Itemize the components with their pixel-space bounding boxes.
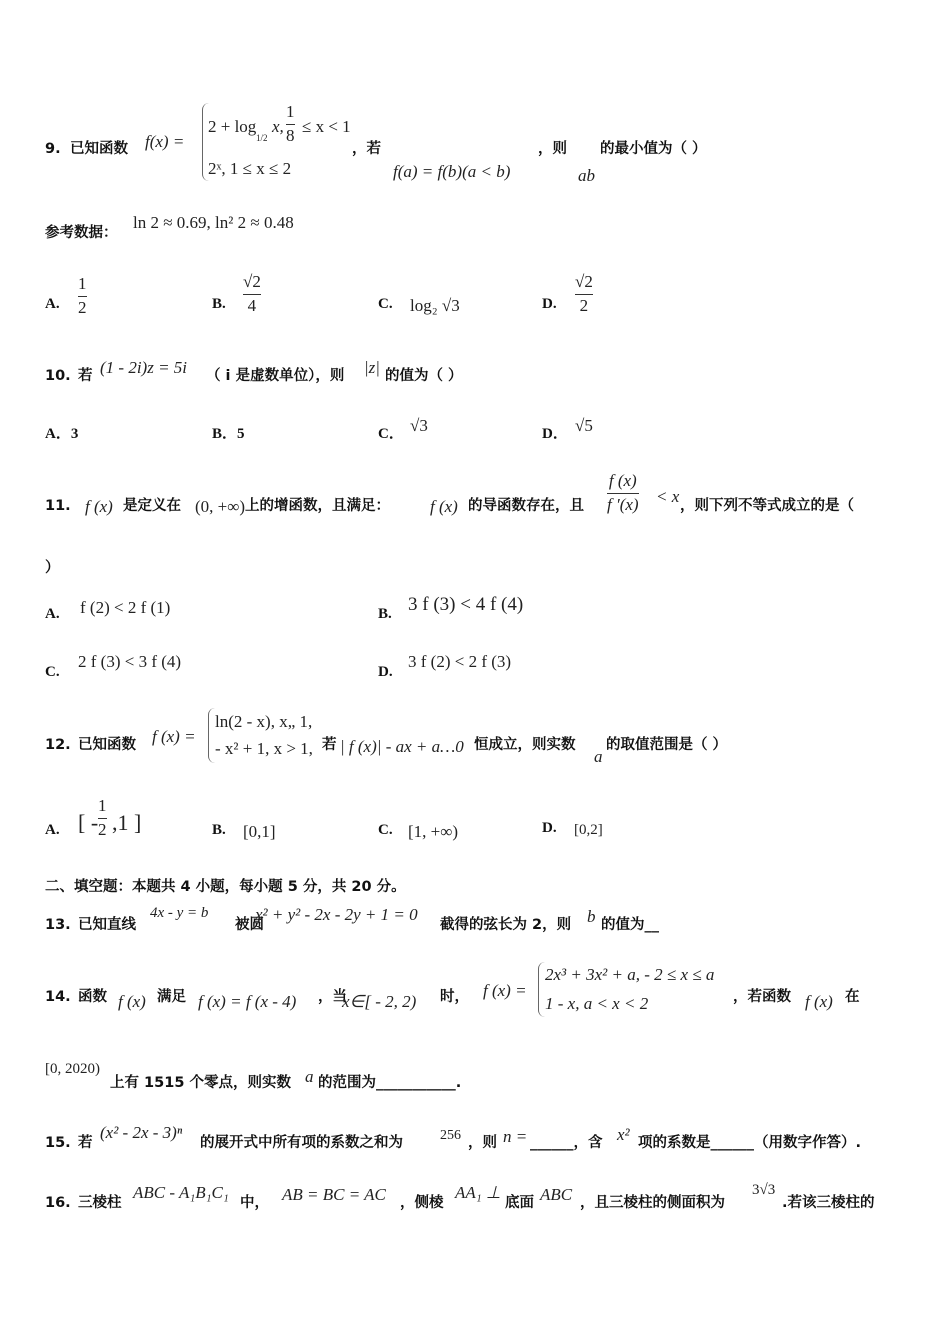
q9-option-d-value: [575, 273, 593, 315]
q12-a: a: [594, 747, 603, 766]
q14-equation: f (x) = f (x - 4): [198, 992, 297, 1011]
denominator: 8: [286, 125, 295, 145]
numerator: √2: [575, 272, 593, 291]
q12-intro: 已知函数: [78, 737, 136, 753]
q10-equation: (1 - 2i)z = 5i: [100, 358, 188, 377]
q11-text1: 是定义在: [123, 498, 181, 514]
q14-number: 14.: [45, 989, 71, 1005]
q9-log-base: 1/2: [256, 133, 268, 143]
denominator: 2: [579, 295, 589, 315]
numerator: 1: [78, 274, 87, 293]
q9-ruo: ，若: [352, 141, 381, 157]
q11-option-b[interactable]: B.: [378, 606, 392, 622]
q14-brace: [538, 962, 545, 1017]
q14-fx: f (x): [118, 992, 146, 1011]
q10-abs-z: |z|: [364, 358, 380, 377]
q9-option-d[interactable]: D.: [542, 296, 557, 312]
q14-fx2: f (x) =: [483, 981, 527, 1000]
q9-case1-cond: ≤ x < 1: [302, 117, 351, 136]
q9-ref-label: 参考数据：: [45, 225, 118, 241]
q9-case1-x: x,: [272, 117, 284, 136]
q15-text2: ，则: [468, 1135, 497, 1151]
q16-equation: AB = BC = AC: [282, 1185, 386, 1204]
denominator: 2: [78, 297, 87, 317]
q9-option-b-value: [243, 273, 261, 315]
q9-number: 9.: [45, 141, 61, 157]
q16-number: 16.: [45, 1195, 71, 1211]
q11-text2: 上的增函数，且满足：: [245, 498, 390, 514]
q10-number: 10.: [45, 368, 71, 384]
q14-text4: ，若函数: [733, 989, 791, 1005]
q9-tail: 的最小值为（ ）: [600, 141, 707, 157]
q12-case1: ln(2 - x), x„ 1,: [215, 712, 313, 731]
q11-text4: ，则下列不等式成立的是（: [680, 498, 854, 514]
q14-text5: 在: [845, 989, 860, 1005]
q15-sum: 256: [440, 1128, 461, 1143]
q16-intro: 三棱柱: [78, 1195, 122, 1211]
q11-interval: (0, +∞): [195, 497, 246, 516]
q14-interval: [0, 2020): [45, 1061, 100, 1077]
q13-text2: 截得的弦长为 2，则: [440, 917, 572, 933]
q12-option-a[interactable]: A.: [45, 822, 60, 838]
q9-ab: ab: [578, 166, 595, 185]
denominator: 4: [247, 295, 257, 315]
q11-fx: f (x): [85, 497, 113, 516]
q10-option-b[interactable]: B．5: [212, 426, 245, 442]
q13-tail: 的值为__: [601, 917, 659, 933]
q14-text1: 满足: [157, 989, 186, 1005]
q11-option-a-value: f (2) < 2 f (1): [80, 598, 171, 617]
q10-option-c[interactable]: C．: [378, 426, 404, 442]
q11-number: 11.: [45, 498, 71, 514]
q12-option-d-value: [0,2]: [574, 822, 603, 838]
q12-option-a-fraction: [98, 797, 107, 839]
q11-option-a[interactable]: A.: [45, 606, 60, 622]
q10-paren: （ i 是虚数单位），则: [206, 368, 345, 384]
q13-line: 4x - y = b: [150, 905, 209, 921]
q9-option-a[interactable]: A.: [45, 296, 60, 312]
q14-fx3: f (x): [805, 992, 833, 1011]
q14-tail: 的范围为___________.: [318, 1075, 462, 1091]
q11-fx2: f (x): [430, 497, 458, 516]
q14-a: a: [305, 1067, 314, 1086]
q15-expression: (x² - 2x - 3)ⁿ: [100, 1123, 183, 1142]
q12-text1: 恒成立，则实数: [474, 737, 576, 753]
q13-intro: 已知直线: [78, 917, 136, 933]
q11-text3: 的导函数存在，且: [468, 498, 584, 514]
q12-option-a-pre: [ -: [78, 810, 99, 835]
q9-fraction: [286, 103, 295, 145]
q14-text3: 时，: [440, 989, 469, 1005]
q11-option-d[interactable]: D.: [378, 664, 393, 680]
q11-option-c[interactable]: C.: [45, 664, 60, 680]
q10-option-a[interactable]: A．3: [45, 426, 79, 442]
q16-prism: ABC - A₁B₁C₁: [133, 1183, 229, 1202]
q9-condition: f(a) = f(b)(a < b): [393, 162, 511, 181]
q11-fraction: [607, 472, 639, 514]
q11-option-c-value: 2 f (3) < 3 f (4): [78, 652, 182, 671]
q9-option-c-value: log₂ √3: [410, 296, 460, 315]
q16-text2: ，侧棱: [400, 1195, 444, 1211]
q12-option-a-post: ,1 ]: [112, 810, 142, 835]
q13-text1: 被圆: [235, 917, 264, 933]
q13-number: 13.: [45, 917, 71, 933]
q9-option-a-value: [78, 275, 87, 317]
q12-number: 12.: [45, 737, 71, 753]
numerator: √2: [243, 272, 261, 291]
q9-option-b[interactable]: B.: [212, 296, 226, 312]
q10-tail: 的值为（ ）: [385, 368, 463, 384]
numerator: 1: [286, 102, 295, 121]
q15-text1: 的展开式中所有项的系数之和为: [200, 1135, 403, 1151]
q11-close: ）: [45, 560, 60, 576]
q16-text4: ，且三棱柱的侧面积为: [580, 1195, 725, 1211]
q16-text3: 底面: [505, 1195, 534, 1211]
q13-circle: x² + y² - 2x - 2y + 1 = 0: [255, 905, 418, 924]
q12-option-c[interactable]: C.: [378, 822, 393, 838]
numerator: f (x): [608, 471, 637, 490]
q11-lt-x: < x: [656, 487, 680, 506]
denominator: 2: [98, 819, 107, 839]
q14-domain: x∈[ - 2, 2): [342, 992, 417, 1011]
q15-n-equals: n =: [503, 1127, 528, 1146]
numerator: 1: [98, 796, 107, 815]
q9-ze: ，则: [538, 141, 567, 157]
q16-text1: 中，: [240, 1195, 269, 1211]
denominator: f ′(x): [607, 494, 639, 514]
q9-case1: 2 + log: [208, 117, 257, 136]
q12-option-c-value: [1, +∞): [408, 822, 459, 841]
q14-case1: 2x³ + 3x² + a, - 2 ≤ x ≤ a: [545, 965, 715, 984]
q14-text2: ，当: [318, 989, 347, 1005]
q9-case2: 2ˣ, 1 ≤ x ≤ 2: [208, 159, 292, 178]
q12-option-d[interactable]: D.: [542, 820, 557, 836]
q9-intro: 已知函数: [70, 141, 128, 157]
q12-option-b[interactable]: B.: [212, 822, 226, 838]
q15-x2: x²: [617, 1125, 630, 1144]
q12-ruo: 若: [322, 737, 337, 753]
q15-tail: 项的系数是______（用数字作答）.: [638, 1135, 862, 1151]
q12-brace: [208, 708, 215, 763]
q15-text3: ______，含: [530, 1135, 603, 1151]
q9-fx: f(x) =: [145, 132, 185, 151]
q10-option-c-value: √3: [410, 416, 428, 435]
q12-fx: f (x) =: [152, 727, 196, 746]
q11-option-d-value: 3 f (2) < 2 f (3): [408, 652, 512, 671]
q12-case2: - x² + 1, x > 1,: [215, 739, 313, 758]
q10-option-d[interactable]: D．: [542, 426, 568, 442]
q15-number: 15.: [45, 1135, 71, 1151]
section-heading: 二、填空题：本题共 4 小题，每小题 5 分，共 20 分。: [45, 879, 406, 895]
q10-option-d-value: √5: [575, 416, 593, 435]
q14-case2: 1 - x, a < x < 2: [545, 994, 649, 1013]
q16-abc: ABC: [540, 1185, 573, 1204]
q14-intro: 函数: [78, 989, 107, 1005]
q12-tail: 的取值范围是（ ）: [606, 737, 728, 753]
q11-option-b-value: 3 f (3) < 4 f (4): [408, 594, 524, 615]
q12-inequality: | f (x)| - ax + a…0: [340, 737, 464, 756]
q16-perp: AA₁ ⊥: [455, 1183, 501, 1202]
q15-ruo: 若: [78, 1135, 93, 1151]
q16-tail: .若该三棱柱的: [782, 1195, 875, 1211]
q9-ref-value: ln 2 ≈ 0.69, ln² 2 ≈ 0.48: [133, 213, 294, 232]
q16-area: 3√3: [752, 1182, 776, 1198]
q12-option-b-value: [0,1]: [243, 822, 276, 841]
q13-b: b: [587, 907, 596, 926]
q9-option-c[interactable]: C.: [378, 296, 393, 312]
q10-ruo: 若: [78, 368, 93, 384]
q14-text6: 上有 1515 个零点，则实数: [110, 1075, 291, 1091]
